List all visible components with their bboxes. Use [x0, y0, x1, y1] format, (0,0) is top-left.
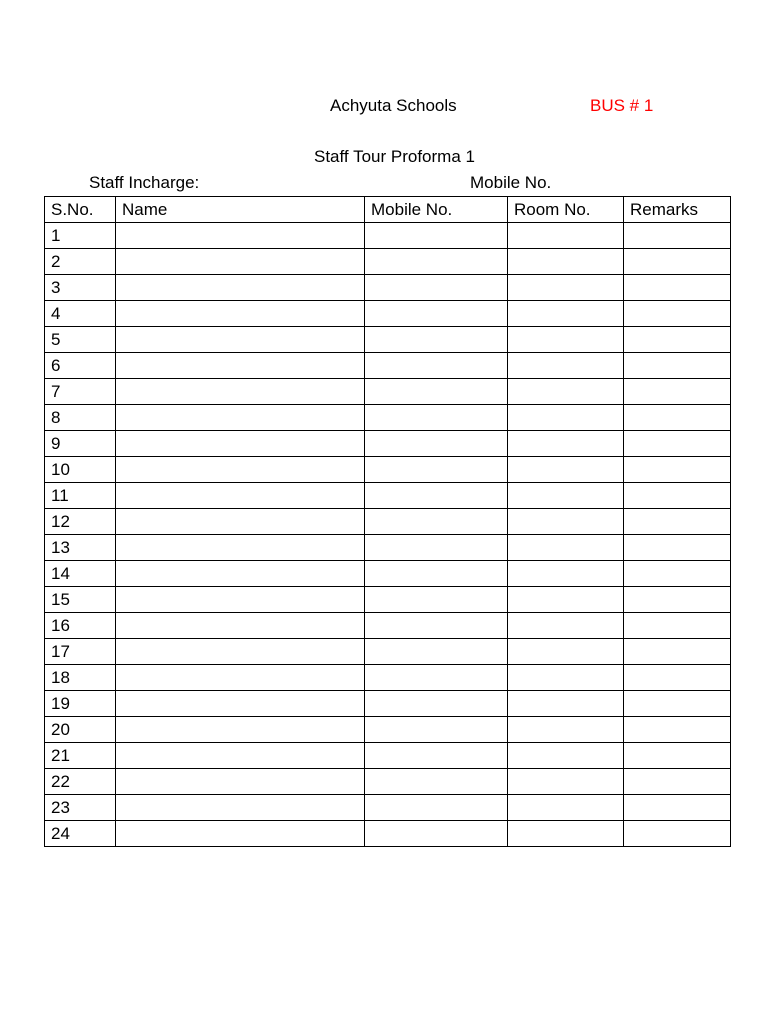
table-row: [45, 301, 731, 327]
cell-mobile: [365, 769, 508, 795]
cell-mobile: [365, 665, 508, 691]
cell-mobile: [365, 457, 508, 483]
cell-mobile: [365, 717, 508, 743]
cell-room: [508, 613, 624, 639]
column-header-name: Name: [116, 197, 365, 223]
cell-sno: 9: [45, 431, 116, 457]
cell-remarks: [624, 509, 731, 535]
cell-mobile: [365, 483, 508, 509]
cell-room: [508, 561, 624, 587]
table-row: [45, 405, 731, 431]
table-row: [45, 691, 731, 717]
cell-room: [508, 587, 624, 613]
cell-remarks: [624, 639, 731, 665]
cell-mobile: [365, 561, 508, 587]
cell-room: [508, 223, 624, 249]
column-header-sno: S.No.: [45, 197, 116, 223]
cell-name: [116, 353, 365, 379]
cell-room: [508, 639, 624, 665]
cell-room: [508, 405, 624, 431]
cell-room: [508, 795, 624, 821]
incharge-mobile-label: Mobile No.: [470, 173, 552, 192]
cell-room: [508, 327, 624, 353]
cell-name: [116, 275, 365, 301]
cell-name: [116, 535, 365, 561]
cell-mobile: [365, 353, 508, 379]
cell-mobile: [365, 275, 508, 301]
cell-mobile: [365, 301, 508, 327]
cell-name: [116, 249, 365, 275]
cell-room: [508, 249, 624, 275]
cell-name: [116, 483, 365, 509]
cell-name: [116, 821, 365, 847]
cell-remarks: [624, 613, 731, 639]
table-row: [45, 639, 731, 665]
cell-name: [116, 795, 365, 821]
cell-remarks: [624, 795, 731, 821]
cell-room: [508, 301, 624, 327]
cell-sno: 24: [45, 821, 116, 847]
table-row: [45, 353, 731, 379]
cell-room: [508, 353, 624, 379]
table-row: [45, 821, 731, 847]
cell-mobile: [365, 223, 508, 249]
cell-mobile: [365, 509, 508, 535]
cell-remarks: [624, 717, 731, 743]
cell-room: [508, 665, 624, 691]
cell-room: [508, 509, 624, 535]
cell-remarks: [624, 327, 731, 353]
table-row: [45, 795, 731, 821]
column-header-mobile: Mobile No.: [365, 197, 508, 223]
cell-sno: 17: [45, 639, 116, 665]
column-header-room: Room No.: [508, 197, 624, 223]
cell-name: [116, 327, 365, 353]
cell-room: [508, 769, 624, 795]
cell-sno: 11: [45, 483, 116, 509]
cell-remarks: [624, 587, 731, 613]
cell-sno: 16: [45, 613, 116, 639]
table-row: [45, 457, 731, 483]
cell-remarks: [624, 743, 731, 769]
cell-mobile: [365, 743, 508, 769]
cell-mobile: [365, 405, 508, 431]
cell-sno: 10: [45, 457, 116, 483]
cell-sno: 7: [45, 379, 116, 405]
cell-room: [508, 483, 624, 509]
cell-name: [116, 223, 365, 249]
table-row: [45, 327, 731, 353]
cell-sno: 8: [45, 405, 116, 431]
cell-name: [116, 639, 365, 665]
table-row: [45, 561, 731, 587]
cell-remarks: [624, 535, 731, 561]
cell-sno: 13: [45, 535, 116, 561]
column-header-remarks: Remarks: [624, 197, 731, 223]
table-row: [45, 743, 731, 769]
cell-remarks: [624, 769, 731, 795]
table-row: [45, 535, 731, 561]
cell-name: [116, 587, 365, 613]
cell-sno: 6: [45, 353, 116, 379]
cell-mobile: [365, 587, 508, 613]
staff-incharge-label: Staff Incharge:: [89, 173, 200, 192]
cell-remarks: [624, 353, 731, 379]
table-row: [45, 509, 731, 535]
cell-room: [508, 743, 624, 769]
cell-sno: 18: [45, 665, 116, 691]
cell-sno: 20: [45, 717, 116, 743]
cell-sno: 3: [45, 275, 116, 301]
cell-sno: 5: [45, 327, 116, 353]
cell-name: [116, 405, 365, 431]
cell-sno: 12: [45, 509, 116, 535]
cell-mobile: [365, 249, 508, 275]
cell-mobile: [365, 379, 508, 405]
cell-remarks: [624, 691, 731, 717]
cell-room: [508, 431, 624, 457]
cell-mobile: [365, 639, 508, 665]
cell-remarks: [624, 483, 731, 509]
cell-room: [508, 691, 624, 717]
cell-name: [116, 743, 365, 769]
cell-remarks: [624, 249, 731, 275]
form-title: Staff Tour Proforma 1: [314, 147, 475, 166]
cell-sno: 21: [45, 743, 116, 769]
cell-mobile: [365, 691, 508, 717]
cell-sno: 22: [45, 769, 116, 795]
cell-name: [116, 457, 365, 483]
cell-sno: 2: [45, 249, 116, 275]
cell-room: [508, 457, 624, 483]
cell-room: [508, 275, 624, 301]
cell-sno: 23: [45, 795, 116, 821]
cell-sno: 15: [45, 587, 116, 613]
cell-name: [116, 509, 365, 535]
cell-remarks: [624, 275, 731, 301]
cell-mobile: [365, 327, 508, 353]
bus-number-label: BUS # 1: [590, 96, 654, 115]
table-row: [45, 223, 731, 249]
cell-room: [508, 717, 624, 743]
cell-name: [116, 431, 365, 457]
cell-sno: 1: [45, 223, 116, 249]
cell-name: [116, 561, 365, 587]
table-row: [45, 717, 731, 743]
staff-roster-table: [44, 196, 731, 847]
table-row: [45, 249, 731, 275]
table-row: [45, 431, 731, 457]
cell-mobile: [365, 795, 508, 821]
table-header-row: [45, 197, 731, 223]
cell-mobile: [365, 613, 508, 639]
cell-name: [116, 379, 365, 405]
table-row: [45, 613, 731, 639]
cell-name: [116, 769, 365, 795]
cell-remarks: [624, 301, 731, 327]
cell-name: [116, 613, 365, 639]
cell-remarks: [624, 665, 731, 691]
cell-mobile: [365, 431, 508, 457]
cell-sno: 4: [45, 301, 116, 327]
table-row: [45, 379, 731, 405]
cell-remarks: [624, 223, 731, 249]
cell-remarks: [624, 405, 731, 431]
table-body: [45, 223, 731, 847]
cell-mobile: [365, 535, 508, 561]
cell-remarks: [624, 561, 731, 587]
cell-name: [116, 301, 365, 327]
table-row: [45, 587, 731, 613]
cell-name: [116, 691, 365, 717]
cell-name: [116, 717, 365, 743]
cell-remarks: [624, 431, 731, 457]
cell-sno: 19: [45, 691, 116, 717]
cell-room: [508, 535, 624, 561]
table-row: [45, 769, 731, 795]
table-row: [45, 665, 731, 691]
cell-mobile: [365, 821, 508, 847]
cell-remarks: [624, 457, 731, 483]
cell-room: [508, 379, 624, 405]
cell-remarks: [624, 821, 731, 847]
school-name: Achyuta Schools: [330, 96, 457, 115]
cell-remarks: [624, 379, 731, 405]
table-row: [45, 275, 731, 301]
table-row: [45, 483, 731, 509]
cell-sno: 14: [45, 561, 116, 587]
cell-room: [508, 821, 624, 847]
cell-name: [116, 665, 365, 691]
